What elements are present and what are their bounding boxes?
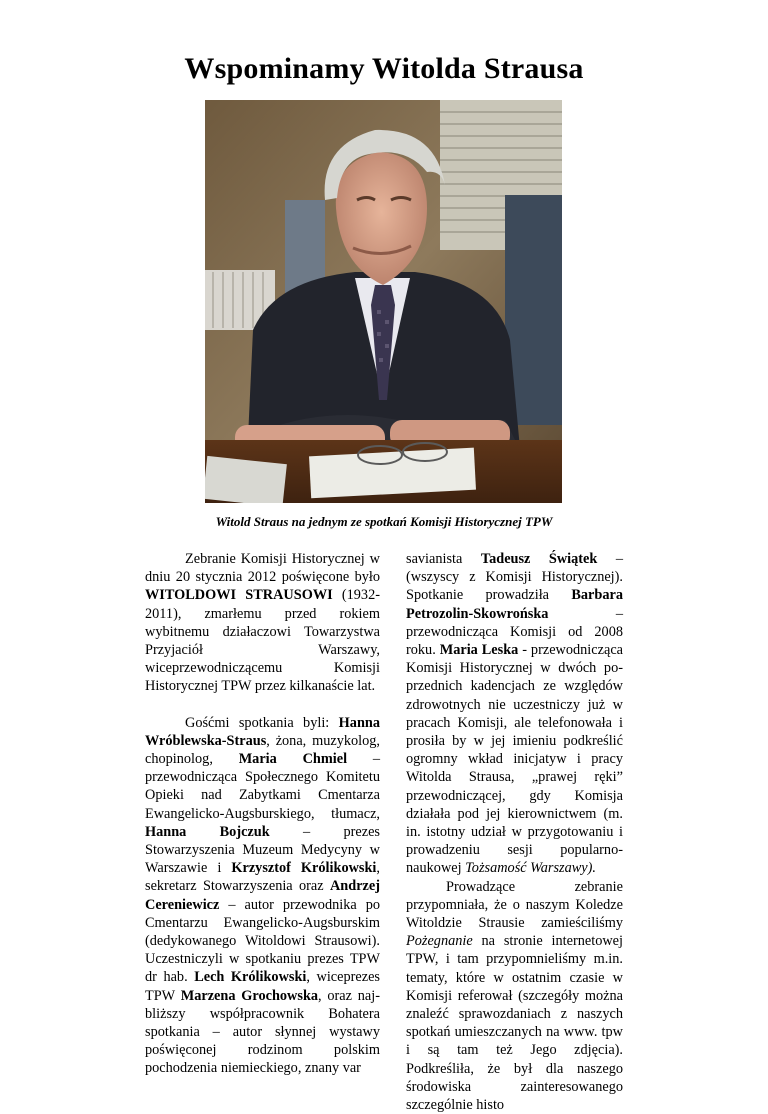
text-run: – przewodnicząca Społecznego Komitetu Opieki nad Zabytkami Cmentarza Ewangelicko-Augsburskiego, tłumacz, <box>145 751 380 822</box>
name-highlight: Marzena Grochowska <box>180 987 319 1004</box>
name-highlight: WITOLDOWI STRAUSOWI <box>145 587 333 604</box>
left-column <box>145 550 380 1078</box>
text-run: , oraz najbliższy współpracownik Bohatera spotkania – autor słynnej wystawy poświęconej rodzinom polskim pochodzenia niemieckiego, znany var <box>145 987 380 1077</box>
name-highlight: Lech Królikowski <box>194 969 307 986</box>
name-highlight: Andrzej Cereniewicz <box>145 878 380 913</box>
name-highlight: Hanna Wróblewska-Straus <box>145 714 380 749</box>
paragraph-3 <box>406 550 623 878</box>
portrait-photo <box>205 100 562 503</box>
name-highlight: Barbara Petrozolin-Skowrońska <box>406 587 623 622</box>
text-run: na stronie internetowej TPW, i tam przypomnieliśmy m.in. tematy, które w ostatnim czasie w Komisji referował (szczegóły można znaleźć sprawozdaniach z naszych spotkań umieszczanych na www. tpw i są tam też Jego zdjęcia). Podkreśliła, że był dla naszego środowiska zainteresowanego szczególnie histo <box>406 933 623 1114</box>
text-run: Gośćmi spotkania byli: <box>185 714 339 731</box>
text-run: – przewodnicząca Komisji od 2008 roku. <box>406 605 623 659</box>
italic-title: Pożegnanie <box>406 933 473 950</box>
italic-title: Tożsamość Warszawy). <box>465 860 596 877</box>
text-run: - przewodnicząca Komisji Historycznej w dwóch poprzednich kadencjach ze względów zdrowotnych nie uczestniczy już w pracach Komisji, ale telefonowała i prosiła by w jej imieniu podkreślić ogromny wkład inicjatyw i pracy Witolda Strausa, „prawej ręki” przewodniczącej, gdy Komisja działała pod jej kierownictwem (m. in. istotny udział w przygotowaniu i prowadzeniu sesji popularno-naukowej <box>406 642 624 877</box>
name-highlight: Tadeusz Świątek <box>480 551 598 567</box>
name-highlight: Hanna Bojczuk <box>145 823 270 840</box>
text-run: , wiceprezes TPW <box>145 969 380 1004</box>
portrait-illustration <box>205 100 562 503</box>
text-run: – prezes Stowarzyszenia Muzeum Medycyny w Warszawie i <box>145 823 380 877</box>
page-title: Wspominamy Witolda Strausa <box>184 52 584 85</box>
text-run: Zebranie Komisji Historycznej w dniu 20 stycznia 2012 poświęcone było <box>145 551 380 586</box>
text-run: – autor przewodnika po Cmentarzu Ewangelicko-Augsburskim (dedykowanego Witoldowi Strausowi). Uczestniczyli w spotkaniu prezes TPW dr hab. <box>145 896 380 986</box>
paragraph-2 <box>145 714 380 1078</box>
text-run: – (wszyscy z Komisji Historycznej). Spotkanie prowadziła <box>406 551 623 604</box>
name-highlight: Maria Chmiel <box>238 751 348 768</box>
right-column <box>406 550 623 1114</box>
text-run: savianista <box>406 551 481 567</box>
text-run: , sekretarz Stowarzyszenia oraz <box>145 860 380 895</box>
paragraph-4 <box>406 878 623 1114</box>
name-highlight: Krzysztof Królikowski <box>231 860 377 877</box>
photo-caption: Witold Straus na jednym ze spotkań Komisji Historycznej TPW <box>215 514 553 529</box>
paragraph-1 <box>145 550 380 696</box>
text-run: , żona, muzykolog, chopinolog, <box>145 732 380 768</box>
text-run: (1932-2011), zmarłemu przed rokiem wybitnemu działaczowi Towarzystwa Przyjaciół Warszawy, wiceprzewodniczącemu Komisji Historycznej TPW przez kilkanaście lat. <box>145 587 380 695</box>
name-highlight: Maria Leska <box>439 642 519 659</box>
text-run: Prowadzące zebranie przypomniała, że o naszym Koledze Witoldzie Strausie zamieściliśmy <box>406 878 623 932</box>
